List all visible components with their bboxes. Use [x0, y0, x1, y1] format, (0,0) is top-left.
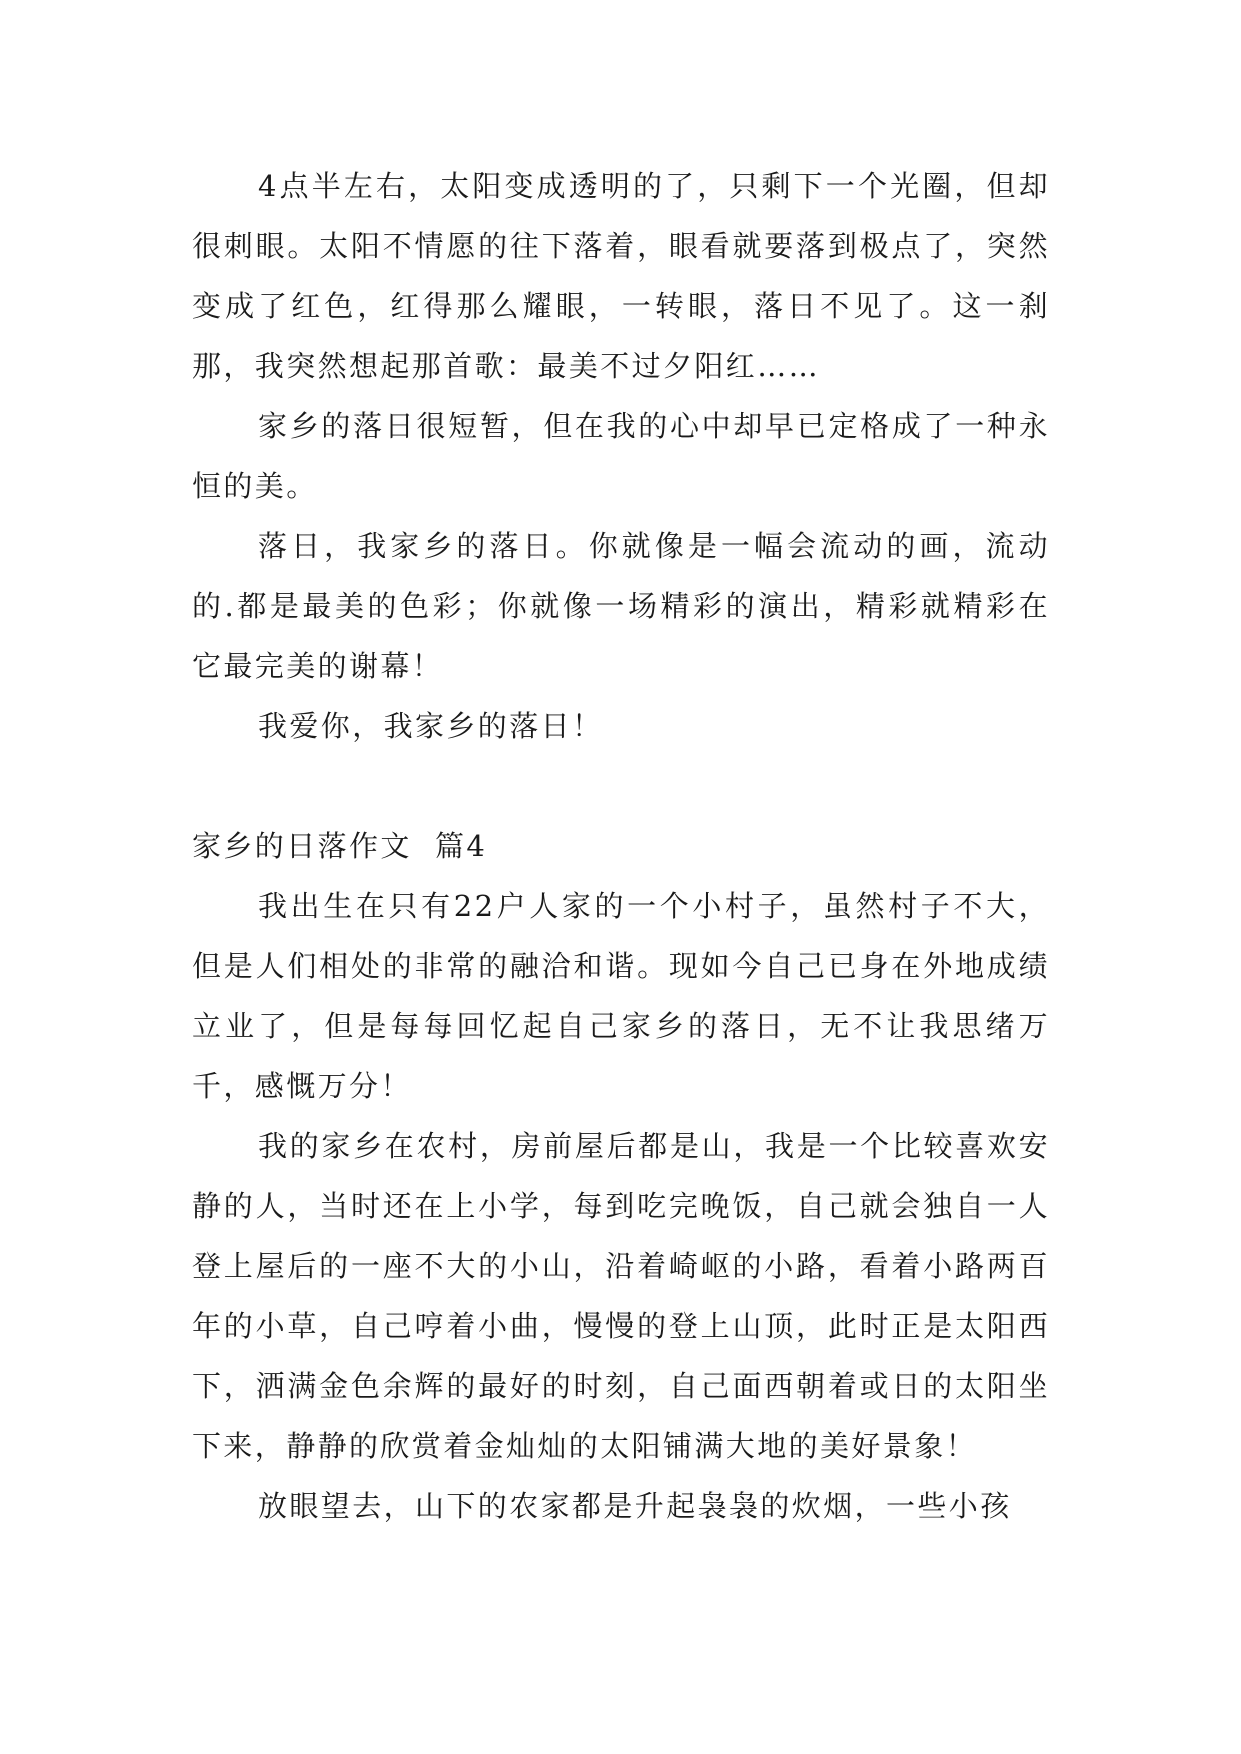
paragraph-village-intro: 我出生在只有22户人家的一个小村子，虽然村子不大，但是人们相处的非常的融洽和谐。现如今自己已身在外地成绩立业了，但是每每回忆起自己家乡的落日，无不让我思绪万千，感慨万分！: [192, 889, 1050, 1103]
paragraph-looking-out: 放眼望去，山下的农家都是升起袅袅的炊烟，一些小孩: [258, 1489, 1012, 1523]
document-body: [192, 156, 1050, 1536]
paragraph-i-love-you: 我爱你，我家乡的落日！: [258, 709, 604, 743]
paragraph-eternal-beauty: 家乡的落日很短暂，但在我的心中却早已定格成了一种永恒的美。: [192, 409, 1050, 503]
section-heading: 家乡的日落作文 篇4: [192, 829, 488, 863]
paragraph-hometown-hills: 我的家乡在农村，房前屋后都是山，我是一个比较喜欢安静的人，当时还在上小学，每到吃完晚饭，自己就会独自一人登上屋后的一座不大的小山，沿着崎岖的小路，看着小路两百年的小草，自己哼着小曲，慢慢的登上山顶，此时正是太阳西下，洒满金色余辉的最好的时刻，自己面西朝着或日的太阳坐下来，静静的欣赏着金灿灿的太阳铺满大地的美好景象！: [192, 1129, 1050, 1463]
blank-line: [192, 756, 1050, 816]
paragraph-sunset-description: 4点半左右，太阳变成透明的了，只剩下一个光圈，但却很刺眼。太阳不情愿的往下落着，眼看就要落到极点了，突然变成了红色，红得那么耀眼，一转眼，落日不见了。这一刹那，我突然想起那首歌：最美不过夕阳红……: [192, 169, 1050, 383]
paragraph-flowing-painting: 落日，我家乡的落日。你就像是一幅会流动的画，流动的.都是最美的色彩；你就像一场精彩的演出，精彩就精彩在它最完美的谢幕！: [192, 529, 1050, 683]
